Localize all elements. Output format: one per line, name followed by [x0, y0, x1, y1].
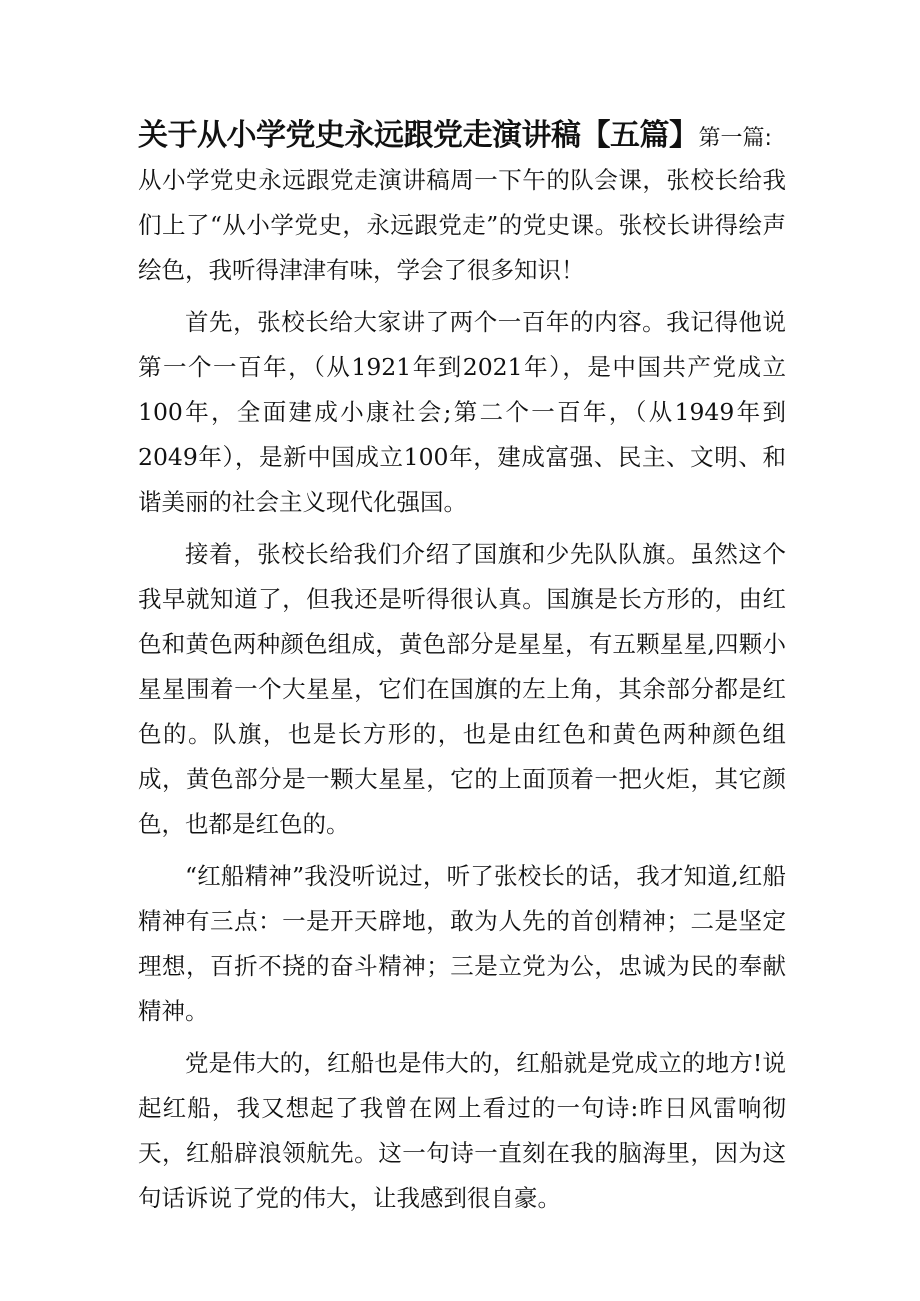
paragraph-flags: 接着，张校长给我们介绍了国旗和少先队队旗。虽然这个我早就知道了，但我还是听得很认真。国旗是长方形的，由红色和黄色两种颜色组成，黄色部分是星星，有五颗星星,四颗小星星围着一个大星星，它们在国旗的左上角，其余部分都是红色的。队旗，也是长方形的，也是由红色和黄色两种颜色组成，黄色部分是一颗大星星，它的上面顶着一把火炬，其它颜色，也都是红色的。: [138, 540, 786, 838]
paragraph-intro: 从小学党史永远跟党走演讲稿周一下午的队会课，张校长给我们上了“从小学党史，永远跟党走”的党史课。张校长讲得绘声绘色，我听得津津有味，学会了很多知识！: [138, 166, 786, 284]
document-heading: [138, 110, 838, 154]
document-title: 关于从小学党史永远跟党走演讲稿【五篇】: [138, 118, 699, 153]
paragraph-two-centuries: 首先，张校长给大家讲了两个一百年的内容。我记得他说第一个一百年，（从1921年到2021年），是中国共产党成立100年，全面建成小康社会;第二个一百年，（从1949年到2049年），是新中国成立100年，建成富强、民主、文明、和谐美丽的社会主义现代化强国。: [138, 308, 786, 516]
paragraph-red-boat-spirit: “红船精神”我没听说过，听了张校长的话，我才知道,红船精神有三点：一是开天辟地，敢为人先的首创精神；二是坚定理想，百折不挠的奋斗精神；三是立党为公，忠诚为民的奉献精神。: [138, 862, 786, 1025]
paragraph-conclusion: 党是伟大的，红船也是伟大的，红船就是党成立的地方!说起红船，我又想起了我曾在网上看过的一句诗:昨日风雷响彻天，红船辟浪领航先。这一句诗一直刻在我的脑海里，因为这句话诉说了党的伟大，让我感到很自豪。: [138, 1049, 786, 1212]
document-body: [138, 158, 786, 1228]
document-subtitle: 第一篇:: [698, 126, 772, 151]
